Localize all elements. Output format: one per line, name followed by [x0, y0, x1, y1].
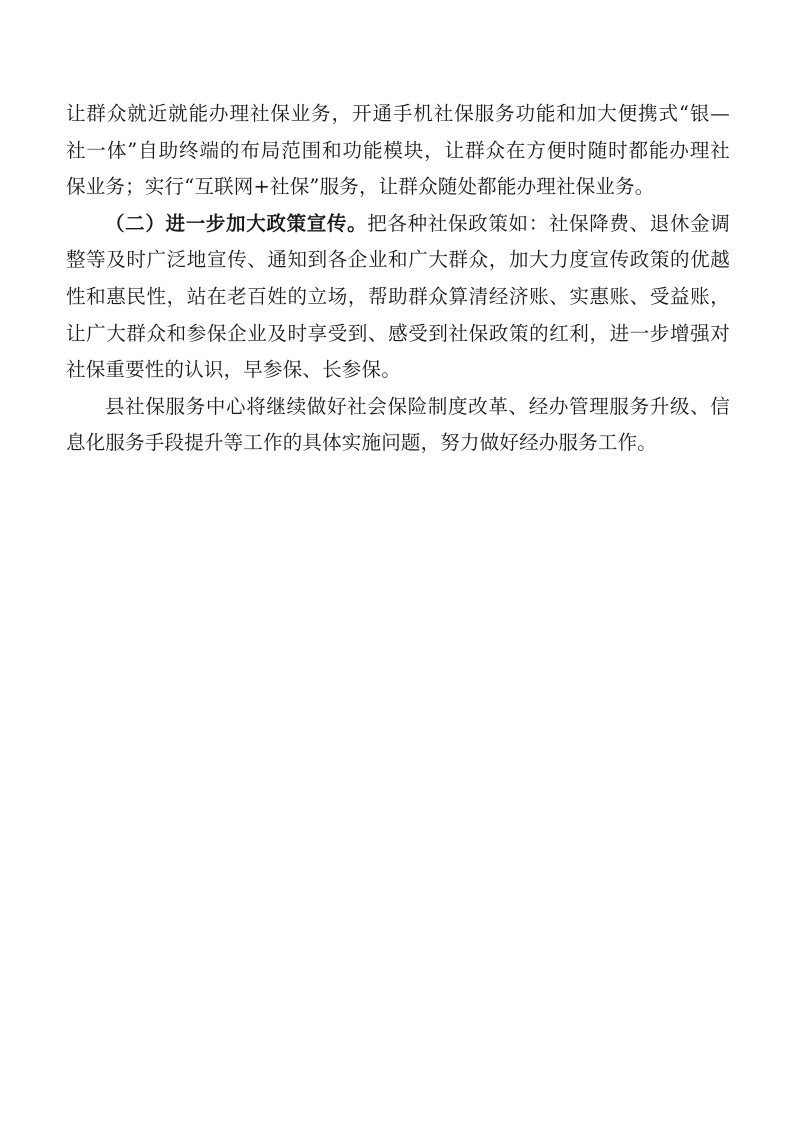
text-line: 整等及时广泛地宣传、通知到各企业和广大群众，加大力度宣传政策的优越: [66, 248, 730, 272]
text-line: 社保重要性的认识，早参保、长参保。: [66, 358, 401, 382]
paragraph-policy-publicity: [66, 206, 730, 389]
text-line: 保业务；实行“互联网+社保”服务，让群众随处都能办理社保业务。: [66, 175, 655, 199]
text-fragment: 把各种社保政策如：社保降费、退休金调: [367, 211, 730, 235]
text-line: 息化服务手段提升等工作的具体实施问题，努力做好经办服务工作。: [66, 431, 658, 455]
text-line: 让群众就近就能办理社保业务，开通手机社保服务功能和加大便携式“银—: [66, 102, 730, 125]
paragraph-online-services: [66, 96, 730, 206]
text-line: 性和惠民性，站在老百姓的立场，帮助群众算清经济账、实惠账、受益账，: [66, 284, 730, 308]
document-body: [66, 96, 730, 462]
text-line: 让广大群众和参保企业及时享受到、感受到社保政策的红利，进一步增强对: [66, 321, 730, 345]
paragraph-conclusion: [66, 389, 730, 462]
text-line: 社一体”自助终端的布局范围和功能模块，让群众在方便时随时都能办理社: [66, 138, 730, 162]
text-line: [66, 206, 730, 243]
text-line: 县社保服务中心将继续做好社会保险制度改革、经办管理服务升级、信: [105, 394, 730, 418]
section-heading: （二）进一步加大政策宣传。: [105, 211, 368, 235]
